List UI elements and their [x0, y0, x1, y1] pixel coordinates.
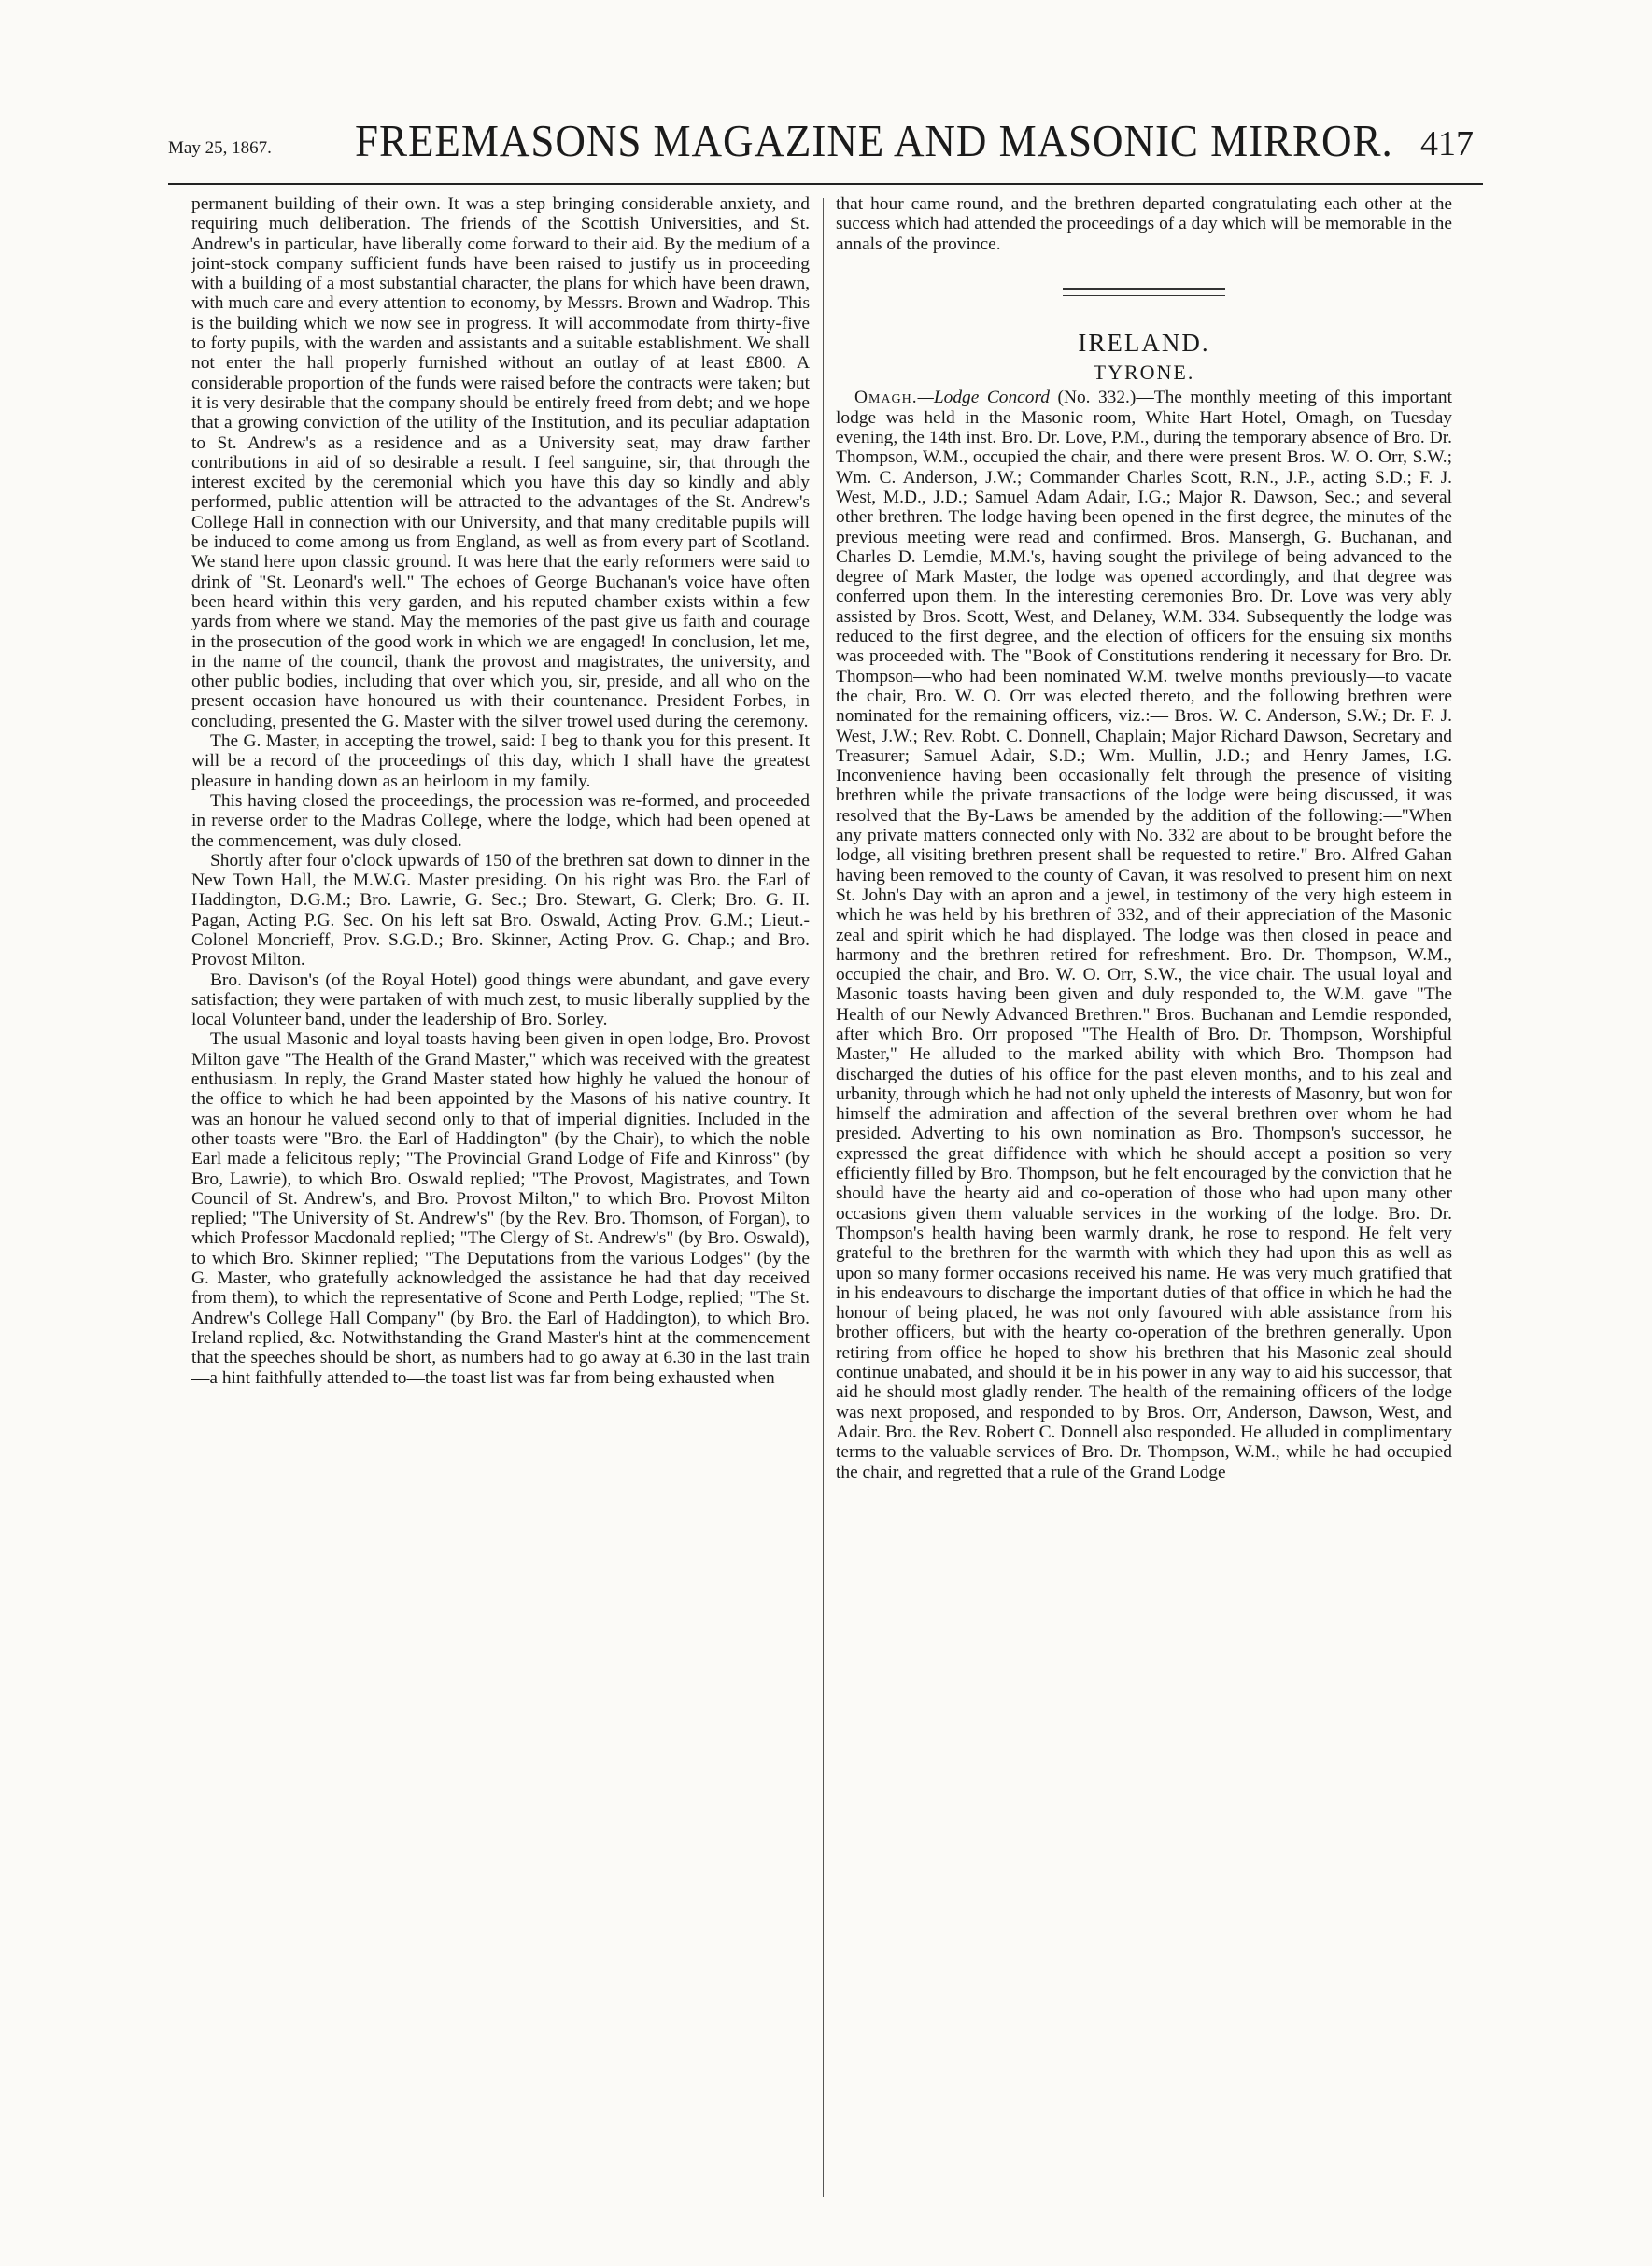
- section-subheading: TYRONE.: [1093, 361, 1195, 385]
- article-paragraph: permanent building of their own. It was a step bringing considerable anxiety, and requiring much deliberation. The friends of the Scottish Universities, and St. Andrew's in particular, have liberally come forward to their aid. By the medium of a joint-stock company sufficient funds have been raised to justify us in proceeding with a building of a most substantial character, the plans for which have been drawn, with much care and every attention to economy, by Messrs. Brown and Wadrop. This is the building which we now see in progress. It will accommodate from thirty-five to forty pupils, with the warden and assistants and a suitable establishment. We shall not enter the hall properly furnished without an outlay of at least £800. A considerable proportion of the funds were raised before the contracts were taken; but it is very desirable that the company should be entirely freed from debt; and we hope that a growing conviction of the utility of the Institution, and its peculiar adaptation to St. Andrew's as a residence and as a University seat, may draw farther contributions in aid of so desirable a result. I feel sanguine, sir, that through the interest excited by the ceremonial which you have this day so kindly and ably performed, public attention will be attracted to the advantages of the St. Andrew's College Hall in connection with our University, and that many creditable pupils will be induced to come among us from England, as well as from every part of Scotland. We stand here upon classic ground. It was here that the early reformers were said to drink of "St. Leonard's well." The echoes of George Buchanan's voice have often been heard within this very garden, and his reputed chamber exists within a few yards from where we stand. May the memories of the past give us faith and courage in the prosecution of the good work in which we are engaged! In conclusion, let me, in the name of the council, thank the provost and magistrates, the university, and other public bodies, including that over which you, sir, preside, and all who on the present occasion have honoured us with their countenance. President Forbes, in concluding, presented the G. Master with the silver trowel used during the ceremony.: [191, 194, 810, 731]
- report-place: Omagh.: [854, 388, 918, 408]
- magazine-title: FREEMASONS MAGAZINE AND MASONIC MIRROR.: [355, 115, 1393, 166]
- article-paragraph: Shortly after four o'clock upwards of 150 of the brethren sat down to dinner in the New Town Hall, the M.W.G. Master presiding. On his right was Bro. the Earl of Haddington, D.G.M.; Bro. Lawrie, G. Sec.; Bro. Stewart, G. Clerk; Bro. G. H. Pagan, Acting P.G. Sec. On his left sat Bro. Oswald, Acting Prov. G.M.; Lieut.-Colonel Moncrieff, Prov. S.G.D.; Bro. Skinner, Acting Prov. G. Chap.; and Bro. Provost Milton.: [191, 850, 810, 970]
- section-heading: IRELAND.: [1078, 328, 1210, 357]
- article-paragraph: that hour came round, and the brethren departed congratulating each other at the success which had attended the proceedings of a day which will be memorable in the annals of the province.: [836, 194, 1452, 254]
- left-column: [191, 194, 810, 1388]
- report-body: (No. 332.)—The monthly meeting of this important lodge was held in the Masonic room, White Hart Hotel, Omagh, on Tuesday evening, the 14th inst. Bro. Dr. Love, P.M., during the temporary absence of Bro. Dr. Thompson, W.M., occupied the chair, and there were present Bros. W. O. Orr, S.W.; Wm. C. Anderson, J.W.; Commander Charles Scott, R.N., J.P., acting S.D.; F. J. West, M.D., J.D.; Samuel Adam Adair, I.G.; Major R. Dawson, Sec.; and several other brethren. The lodge having been opened in the first degree, the minutes of the previous meeting were read and confirmed. Bros. Mansergh, G. Buchanan, and Charles D. Lemdie, M.M.'s, having sought the privilege of being advanced to the degree of Mark Master, the lodge was opened accordingly, and that degree was conferred upon them. In the interesting ceremonies Bro. Dr. Love was very ably assisted by Bros. Scott, West, and Delaney, W.M. 334. Subsequently the lodge was reduced to the first degree, and the election of officers for the ensuing six months was proceeded with. The "Book of Constitutions rendering it necessary for Bro. Dr. Thompson—who had been nominated W.M. twelve months previously—to vacate the chair, Bro. W. O. Orr was elected thereto, and the following brethren were nominated for the remaining officers, viz.:— Bros. W. C. Anderson, S.W.; Dr. F. J. West, J.W.; Rev. Robt. C. Donnell, Chaplain; Major Richard Dawson, Secretary and Treasurer; Samuel Adair, S.D.; Wm. Mullin, J.D.; and Henry James, I.G. Inconvenience having been occasionally felt through the presence of visiting brethren while the private transactions of the lodge were being discussed, it was resolved that the By-Laws be amended by the addition of the following:—"When any private matters connected only with No. 332 are about to be brought before the lodge, all visiting brethren present shall be requested to retire." Bro. Alfred Gahan having been removed to the county of Cavan, it was resolved to present him on next St. John's Day with an apron and a jewel, in testimony of the very high esteem in which he was held by his brethren of 332, and of their appreciation of the Masonic zeal and spirit which he had displayed. The lodge was then closed in peace and harmony and the brethren retired for refreshment. Bro. Dr. Thompson, W.M., occupied the chair, and Bro. W. O. Orr, S.W., the vice chair. The usual loyal and Masonic toasts having been given and duly responded to, the W.M. gave "The Health of our Newly Advanced Brethren." Bros. Buchanan and Lemdie responded, after which Bro. Orr proposed "The Health of Bro. Dr. Thompson, Worshipful Master," He alluded to the marked ability with which Bro. Thompson had discharged the duties of his office for the past eleven months, and to his zeal and urbanity, through which he had not only upheld the interests of Masonry, but won for himself the admiration and affection of the several brethren over whom he had presided. Adverting to his own nomination as Bro. Thompson's successor, he expressed the great diffidence with which he should accept a position so very efficiently filled by Bro. Thompson, but he felt encouraged by the conviction that he should have the hearty aid and co-operation of those who had upon many other occasions given them valuable services in the working of the lodge. Bro. Dr. Thompson's health having been warmly drank, he rose to respond. He felt very grateful to the brethren for the warmth with which they had upon this as well as upon so many former occasions received his name. He was very much gratified that in his endeavours to discharge the important duties of that office in which he had the honour of being placed, he was not only favoured with able assistance from his brother officers, but with the hearty co-operation of the brethren generally. Upon retiring from office he hoped to show his brethren that his Masonic zeal should continue unabated, and should it be in his power in any way to aid his successor, that aid he should most gladly render. The health of the remaining officers of the lodge was next proposed, and responded to by Bros. Orr, Anderson, Dawson, West, and Adair. Bro. the Rev. Robert C. Donnell also responded. He alluded in complimentary terms to the valuable services of Bro. Dr. Thompson, W.M., while he had occupied the chair, and regretted that a rule of the Grand Lodge: [836, 388, 1452, 1482]
- lodge-report-paragraph: [836, 388, 1452, 1481]
- header-date: May 25, 1867.: [168, 138, 272, 158]
- header-rule: [168, 183, 1483, 185]
- article-paragraph: The usual Masonic and loyal toasts having been given in open lodge, Bro. Provost Milton gave "The Health of the Grand Master," which was received with the greatest enthusiasm. In reply, the Grand Master stated how highly he valued the honour of the office to which he had been appointed by the Masons of his native country. It was an honour he valued second only to that of imperial dignities. Included in the other toasts were "Bro. the Earl of Haddington" (by the Chair), to which the noble Earl made a felicitous reply; "The Provincial Grand Lodge of Fife and Kinross" (by Bro, Lawrie), to which Bro. Oswald replied; "The Provost, Magistrates, and Town Council of St. Andrew's, and Bro. Provost Milton," to which Bro. Provost Milton replied; "The University of St. Andrew's" (by the Rev. Bro. Thomson, of Forgan), to which Professor Macdonald replied; "The Clergy of St. Andrew's" (by Bro. Oswald), to which Bro. Skinner replied; "The Deputations from the various Lodges" (by the G. Master, who gratefully acknowledged the assistance he had that day received from them), to which the representative of Scone and Perth Lodge, replied; "The St. Andrew's College Hall Company" (by Bro. the Earl of Haddington), to which Bro. Ireland replied, &c. Notwithstanding the Grand Master's hint at the commencement that the speeches should be short, as numbers had to go away at 6.30 in the last train—a hint faithfully attended to—the toast list was far from being exhausted when: [191, 1029, 810, 1388]
- article-paragraph: The G. Master, in accepting the trowel, said: I beg to thank you for this present. It will be a record of the proceedings of this day, which I shall have the greatest pleasure in handing down as an heirloom in my family.: [191, 731, 810, 791]
- report-lodge-name: —Lodge Concord: [917, 388, 1050, 408]
- article-paragraph: This having closed the proceedings, the procession was re-formed, and proceeded in reverse order to the Madras College, where the lodge, which had been opened at the commencement, was duly closed.: [191, 790, 810, 851]
- page-number: 417: [1420, 124, 1474, 163]
- section-divider: [1063, 288, 1225, 296]
- right-column: [836, 194, 1452, 1482]
- column-divider: [823, 198, 824, 2197]
- page-header: [168, 110, 1476, 166]
- article-paragraph: Bro. Davison's (of the Royal Hotel) good things were abundant, and gave every satisfaction; they were partaken of with much zest, to music liberally supplied by the local Volunteer band, under the leadership of Bro. Sorley.: [191, 970, 810, 1030]
